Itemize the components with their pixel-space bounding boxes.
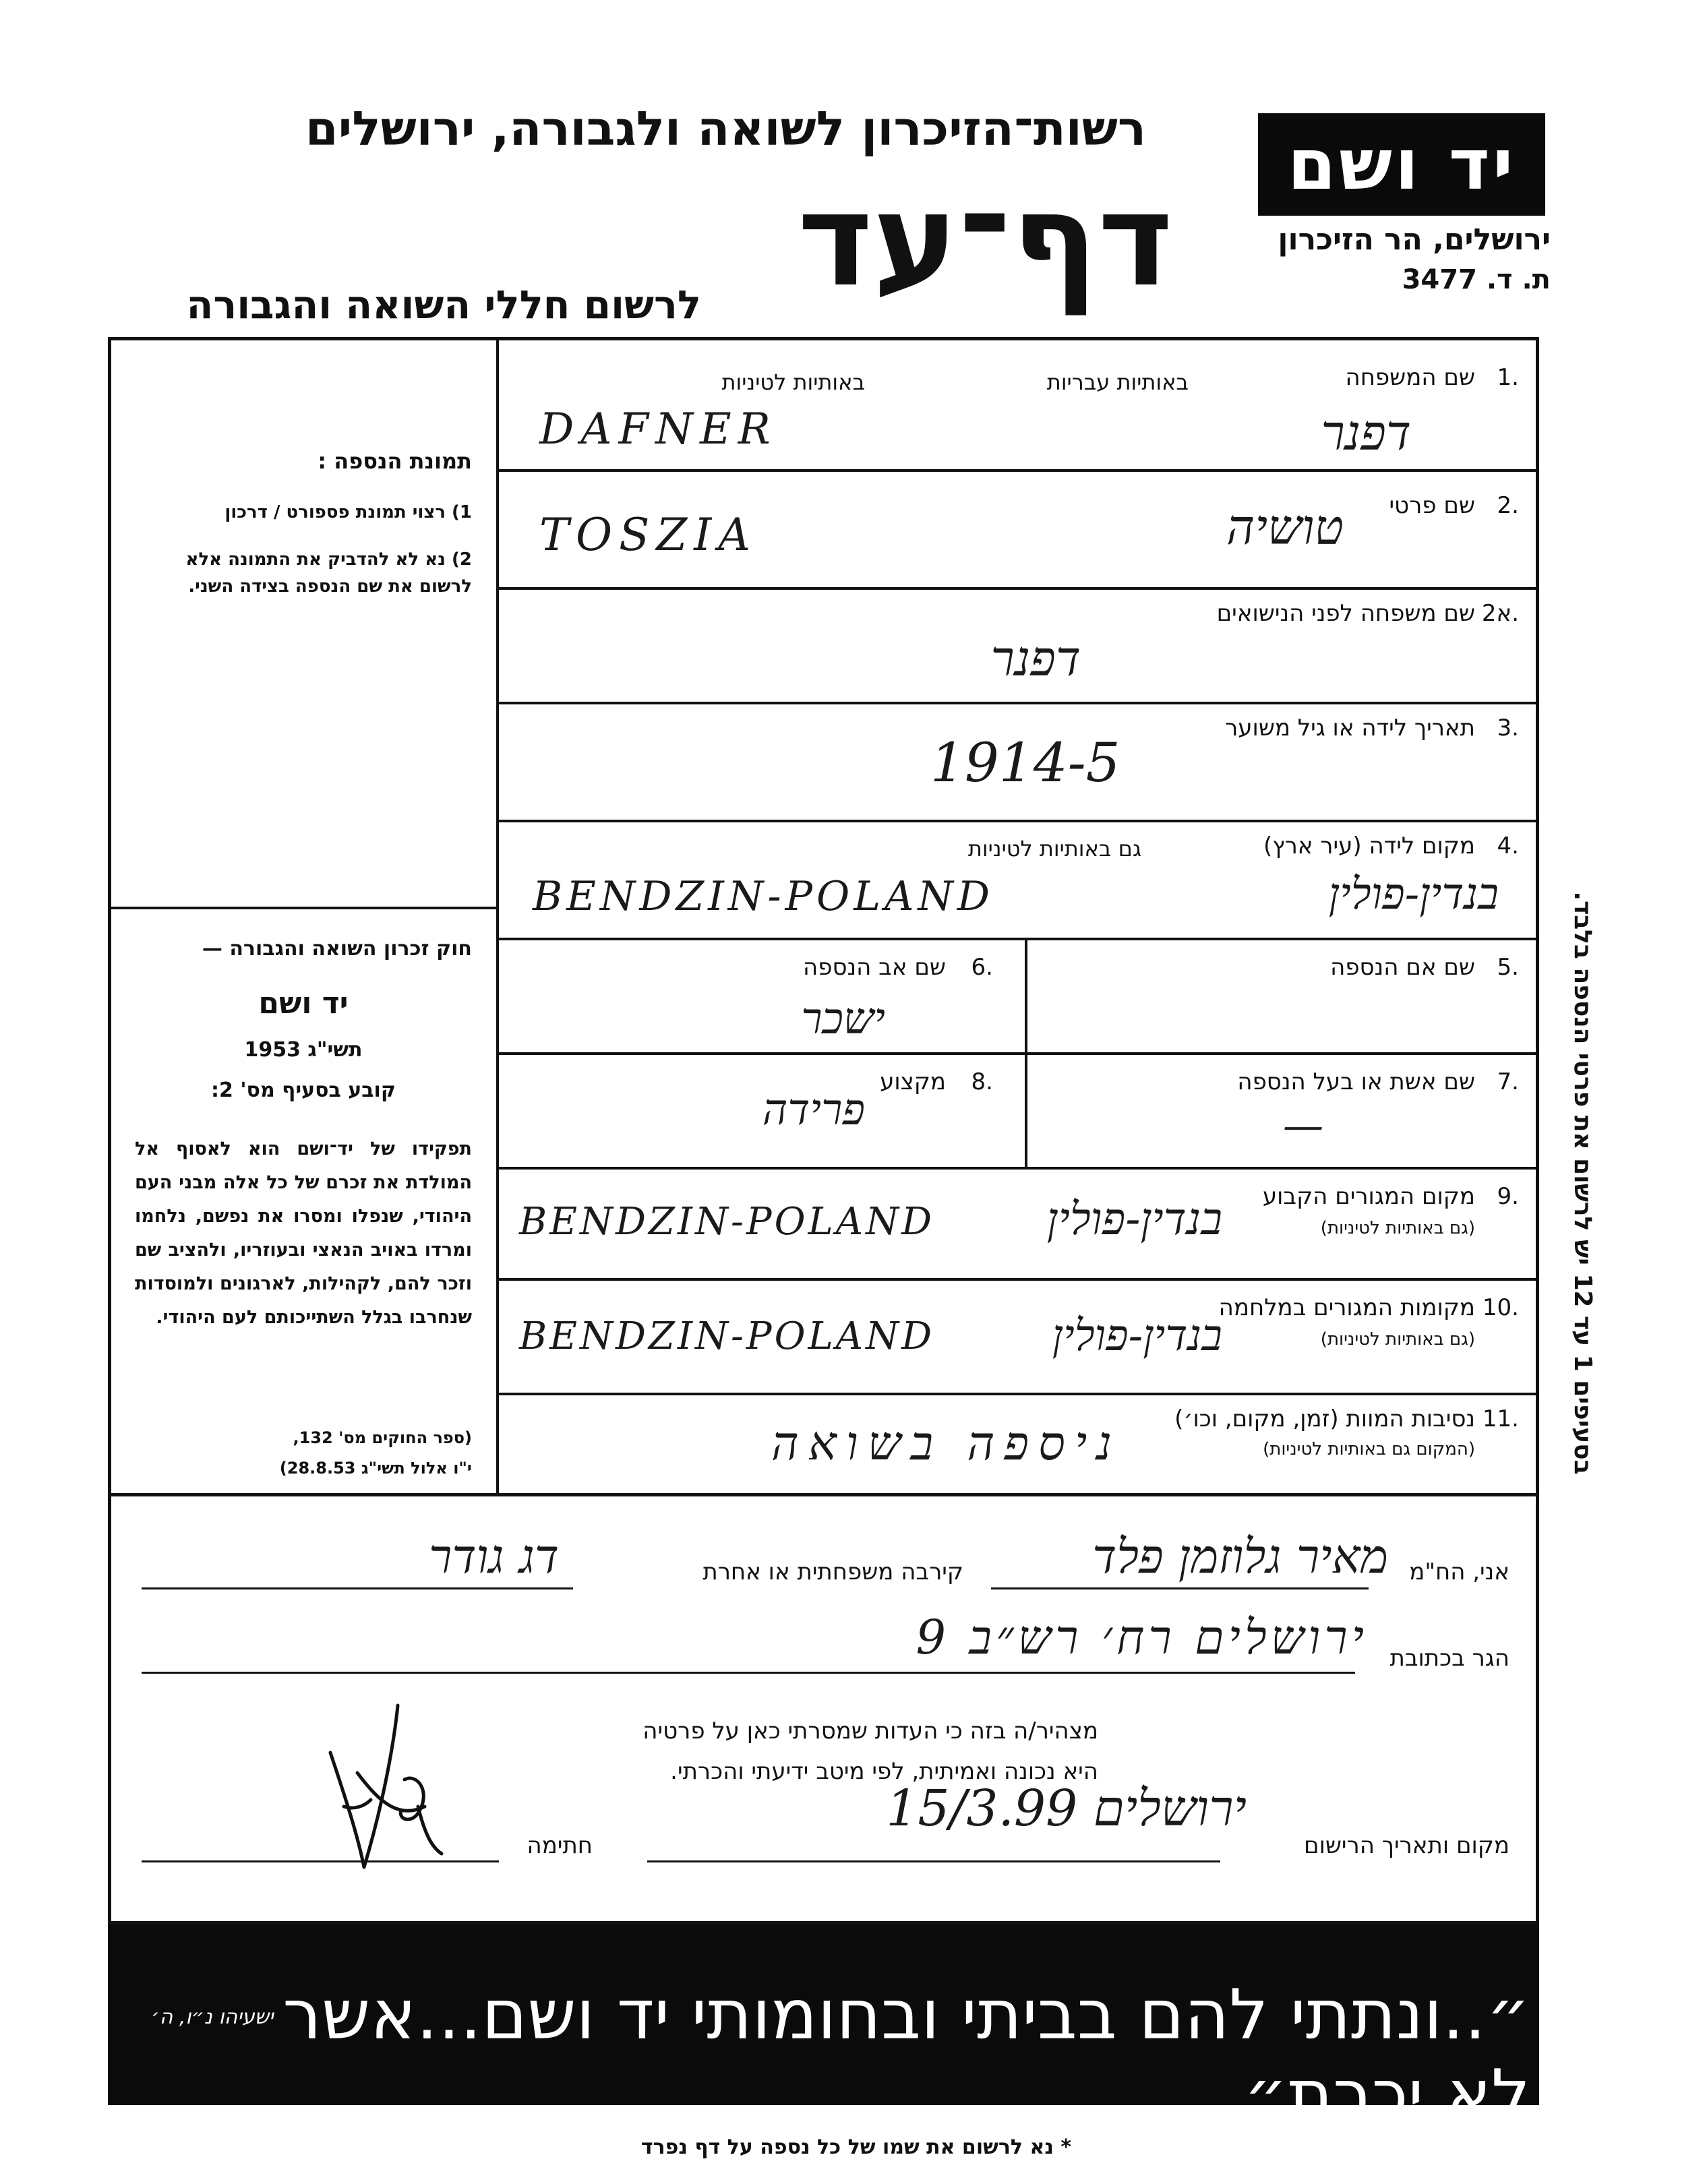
law-source: (ספר החוקים מס' 132,: [293, 1428, 472, 1447]
first-name-hebrew[interactable]: טושיה: [1226, 499, 1344, 555]
law-clause: קובע בסעיף מס' 2:: [211, 1079, 396, 1102]
field-label: שם אב הנספה: [803, 954, 946, 981]
row-residence: [499, 1170, 1539, 1281]
field-number: 6.: [971, 954, 993, 981]
photo-note-2: 2) נא לא להדביק את התמונה אלא לרשום את שם הנספה בצידה השני.: [185, 549, 472, 597]
banner-quote: ״..ונתתי להם בביתי ובחומותי יד ושם...אשר לא יכרת״: [282, 1975, 1530, 2135]
field-label: מקום המגורים הקבוע: [1262, 1183, 1475, 1210]
col-latin-header: גם באותיות לטיניות: [967, 836, 1141, 861]
footer-note: * נא לרשום את שמו של כל נספה על דף נפרד: [640, 2135, 1072, 2159]
col-hebrew-header: באותיות עבריות: [1046, 369, 1189, 395]
declarant-name[interactable]: מאיר גלוזמן פלד: [1092, 1529, 1388, 1584]
field-number: 7.: [1497, 1068, 1519, 1095]
row-split: [1025, 1055, 1027, 1170]
page-title: דף־עד: [797, 166, 1173, 315]
col-latin-header: באותיות לטיניות: [721, 369, 865, 395]
field-number: 8.: [971, 1068, 993, 1095]
field-number: 2א.: [1481, 600, 1519, 627]
relation-label: קירבה משפחתית או אחרת: [702, 1558, 963, 1585]
signature-mark: [317, 1699, 452, 1874]
page-subtitle: לרשום חללי השואה והגבורה: [186, 282, 701, 328]
address-value[interactable]: ירושלים רח׳ רש״ב 9: [916, 1610, 1368, 1665]
row-first-name: [499, 472, 1539, 590]
photo-note-1: 1) רצוי תמונת פספורט / דרכון: [225, 502, 472, 522]
field-label: שם משפחה לפני הנישואים: [1216, 600, 1475, 627]
birth-place-hebrew[interactable]: בנדין-פולין: [1328, 870, 1499, 919]
field-label: שם פרטי: [1389, 492, 1475, 519]
profession-value[interactable]: פרידה: [762, 1085, 865, 1135]
statement-line-1: מצהיר/ה בזה כי העדות שמסרתי כאן על פרטיה: [642, 1718, 1098, 1745]
field-number: 1.: [1497, 364, 1519, 391]
field-number: 3.: [1497, 715, 1519, 741]
signature-label: חתימה: [527, 1832, 593, 1859]
law-name: יד ושם: [258, 986, 349, 1021]
field-number: 10.: [1482, 1294, 1519, 1321]
field-sublabel: (גם באותיות לטיניות): [1320, 1329, 1475, 1349]
photo-heading: תמונת הנספה :: [318, 448, 472, 474]
address-label: הגר בכתובת: [1389, 1645, 1509, 1672]
residence-hebrew[interactable]: בנדין-פולין: [1046, 1193, 1222, 1245]
row-family-name: [499, 337, 1539, 472]
field-sublabel: (גם באותיות לטיניות): [1320, 1218, 1475, 1238]
residence-latin[interactable]: BENDZIN-POLAND: [519, 1200, 934, 1244]
place-date-line: [647, 1860, 1220, 1862]
row-spouse-profession: [499, 1055, 1539, 1170]
field-label: שם אשת או בעל הנספה: [1237, 1068, 1475, 1095]
row-birth-place: [499, 822, 1539, 940]
maiden-name-value[interactable]: דפנר: [990, 630, 1081, 687]
relation-value[interactable]: דג גודר: [428, 1529, 559, 1584]
war-residence-hebrew[interactable]: בנדין-פולין: [1052, 1311, 1222, 1361]
law-year: תשי"ג 1953: [244, 1038, 363, 1062]
declaration-divider: [108, 1493, 1539, 1496]
birth-date-value[interactable]: 1914-5: [930, 731, 1120, 794]
spouse-name-value[interactable]: —: [1283, 1102, 1323, 1149]
family-name-hebrew[interactable]: דפנר: [1321, 404, 1411, 461]
place-date-value[interactable]: ירושלים 15/3.99: [886, 1780, 1247, 1838]
field-label: שם אם הנספה: [1330, 954, 1475, 981]
declarant-line: [991, 1587, 1369, 1589]
sidebar-separator: [108, 907, 498, 909]
row-split: [1025, 940, 1027, 1055]
birth-place-latin[interactable]: BENDZIN-POLAND: [533, 873, 994, 920]
field-sublabel: (המקום גם באותיות לטיניות): [1263, 1439, 1475, 1459]
relation-line: [142, 1587, 573, 1589]
row-maiden-name: [499, 590, 1539, 704]
row-parents: [499, 940, 1539, 1055]
statement-line-2: היא נכונה ואמיתית, לפי מיטב ידיעתי והכרתי.: [670, 1758, 1098, 1785]
field-number: 11.: [1482, 1405, 1519, 1432]
family-name-latin[interactable]: DAFNER: [539, 404, 777, 454]
field-number: 4.: [1497, 832, 1519, 859]
law-body: תפקידו של יד־ושם הוא לאסוף אל המולדת את זכרם של כל אלה מבני העם היהודי, שנפלו ומסרו את נפשם, נלחמו ומרדו באויב הנאצי ובעוזריו, ולהציב שם וזכר להם, לקהילות, לארגונים ולמוסדות שנחרבו בגלל השתייכותם לעם היהודי.: [135, 1139, 472, 1328]
death-circumstances-value[interactable]: ניספה בשואה: [771, 1416, 1121, 1471]
field-number: 5.: [1497, 954, 1519, 981]
law-heading: חוק זכרון השואה והגבורה —: [202, 937, 472, 961]
margin-note: בסעיפים 1 עד 12 יש לרשום את פרטי הנספה בלבד.: [1569, 891, 1596, 1475]
field-label: מקומות המגורים במלחמה: [1218, 1294, 1475, 1321]
row-war-residence: [499, 1281, 1539, 1395]
field-label: תאריך לידה או גיל משוער: [1225, 715, 1475, 741]
banner-source: ישעיהו נ״ו, ה׳: [151, 2005, 274, 2029]
place-date-label: מקום ותאריך הרישום: [1304, 1832, 1509, 1859]
authority-name: רשות־הזיכרון לשואה ולגבורה, ירושלים: [305, 101, 1146, 156]
po-box: ת. ד. 3477: [1402, 264, 1551, 295]
address-line: [142, 1672, 1355, 1674]
field-label: שם המשפחה: [1345, 364, 1475, 391]
war-residence-latin[interactable]: BENDZIN-POLAND: [519, 1314, 934, 1358]
row-death-circumstances: [499, 1395, 1539, 1493]
first-name-latin[interactable]: TOSZIA: [539, 509, 757, 561]
declarant-label: אני, הח"מ: [1409, 1558, 1509, 1585]
institution-address: ירושלים, הר הזיכרון: [1278, 222, 1551, 257]
field-label: מקצוע: [880, 1068, 946, 1095]
row-birth-date: [499, 704, 1539, 822]
field-number: 2.: [1497, 492, 1519, 519]
father-name-value[interactable]: ישכר: [801, 994, 885, 1044]
field-label: נסיבות המוות (זמן, מקום, וכו׳): [1174, 1405, 1475, 1432]
field-label: מקום לידה (עיר ארץ): [1263, 832, 1475, 859]
law-date: י"ו אלול תשי"ג 28.8.53): [279, 1459, 472, 1478]
field-number: 9.: [1497, 1183, 1519, 1210]
yad-vashem-logo: יד ושם: [1258, 113, 1545, 216]
